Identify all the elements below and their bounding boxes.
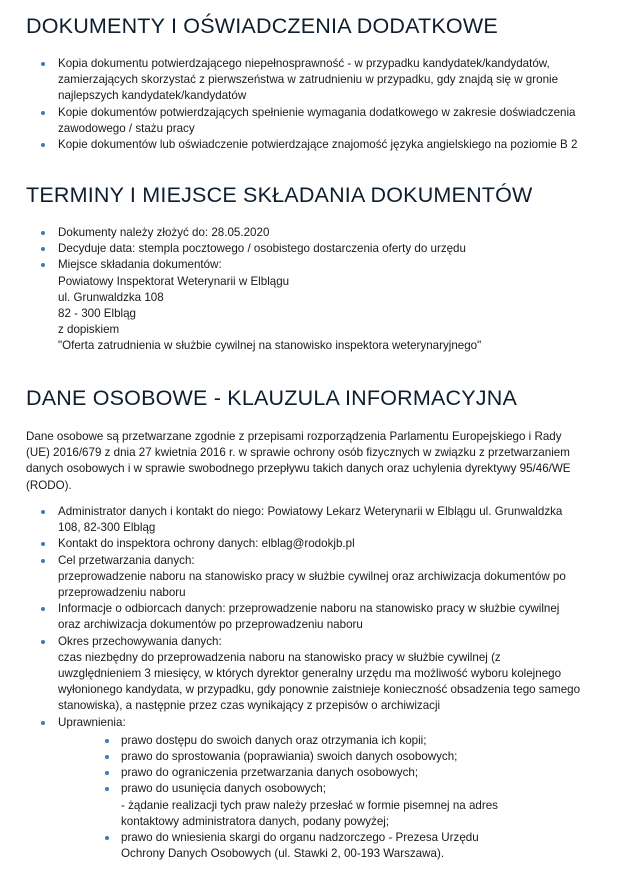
section-heading-personal-data: DANE OSOBOWE - KLAUZULA INFORMACYJNA [26, 386, 518, 410]
list-item: prawo do sprostowania (poprawiania) swoich danych osobowych; [105, 749, 580, 765]
list-item: Miejsce składania dokumentów: Powiatowy Inspektorat Weterynarii w Elblągu ul. Grunwaldzka 108 82 - 300 Elbląg z dopiskiem "Oferta zatrudnienia w służbie cywilnej na stanowisko inspektora weterynaryjnego" [40, 257, 481, 354]
list-item: Uprawnienia: prawo dostępu do swoich danych oraz otrzymania ich kopii; prawo do sprostowania (poprawiania) swoich danych osobowych; prawo do ograniczenia przetwarzania danych osobowych; prawo do usunięcia danych osobowych; - żądanie realizacji tych praw należy przesłać w formie pisemnej na adres kontaktowy administratora danych, podany powyżej; prawo do wniesienia skargi do organu nadzorczego - Prezesa Urzędu Ochrony Danych Osobowych (ul. Stawki 2, 00-193 Warszawa). [40, 715, 580, 863]
list-item: Kopie dokumentów potwierdzających spełnienie wymagania dodatkowego w zakresie doświadczenia zawodowego / stażu pracy [40, 105, 577, 137]
list-item: prawo do wniesienia skargi do organu nadzorczego - Prezesa Urzędu Ochrony Danych Osobowych (ul. Stawki 2, 00-193 Warszawa). [105, 830, 580, 862]
list-item: prawo do ograniczenia przetwarzania danych osobowych; [105, 765, 580, 781]
section-heading-documents: DOKUMENTY I OŚWIADCZENIA DODATKOWE [26, 14, 498, 38]
rights-list [105, 733, 580, 863]
list-item: Dokumenty należy złożyć do: 28.05.2020 [40, 225, 481, 241]
list-item: Kopie dokumentów lub oświadczenie potwierdzające znajomość języka angielskiego na poziomie B 2 [40, 137, 577, 153]
personal-data-intro: Dane osobowe są przetwarzane zgodnie z przepisami rozporządzenia Parlamentu Europejskiego i Rady (UE) 2016/679 z dnia 27 kwietnia 2016 r. w sprawie ochrony osób fizycznych w związku z przetwarzaniem danych osobowych i w sprawie swobodnego przepływu takich danych oraz uchylenia dyrektywy 95/46/WE (RODO). [26, 430, 571, 492]
list-item: prawo do usunięcia danych osobowych; - żądanie realizacji tych praw należy przesłać w formie pisemnej na adres kontaktowy administratora danych, podany powyżej; [105, 781, 580, 830]
list-item: prawo dostępu do swoich danych oraz otrzymania ich kopii; [105, 733, 580, 749]
list-item: Administrator danych i kontakt do niego: Powiatowy Lekarz Weterynarii w Elblągu ul. Grunwaldzka 108, 82-300 Elbląg [40, 504, 580, 536]
deadlines-list [40, 225, 481, 355]
personal-data-list [40, 504, 580, 862]
section-heading-deadlines: TERMINY I MIEJSCE SKŁADANIA DOKUMENTÓW [26, 183, 533, 207]
documents-list [40, 56, 577, 153]
list-item: Kopia dokumentu potwierdzającego niepełnosprawność - w przypadku kandydatek/kandydatów, zamierzających skorzystać z pierwszeństwa w zatrudnieniu w przypadku, gdy znajdą się w gronie najlepszych kandydatek/kandydatów [40, 56, 577, 105]
list-item: Cel przetwarzania danych: przeprowadzenie naboru na stanowisko pracy w służbie cywilnej oraz archiwizacja dokumentów po przeprowadzeniu naboru [40, 553, 580, 602]
list-item: Okres przechowywania danych: czas niezbędny do przeprowadzenia naboru na stanowisko pracy w służbie cywilnej (z uwzględnieniem 3 miesięcy, w których dyrektor generalny urzędu ma możliwość wyboru kolejnego wyłonionego kandydata, w przypadku, gdy ponownie zaistnieje konieczność obsadzenia tego samego stanowiska), a następnie przez czas wynikający z przepisów o archiwizacji [40, 634, 580, 715]
list-item: Informacje o odbiorcach danych: przeprowadzenie naboru na stanowisko pracy w służbie cywilnej oraz archiwizacja dokumentów po przeprowadzeniu naboru [40, 601, 580, 633]
list-item: Decyduje data: stempla pocztowego / osobistego dostarczenia oferty do urzędu [40, 241, 481, 257]
list-item: Kontakt do inspektora ochrony danych: elblag@rodokjb.pl [40, 536, 580, 552]
